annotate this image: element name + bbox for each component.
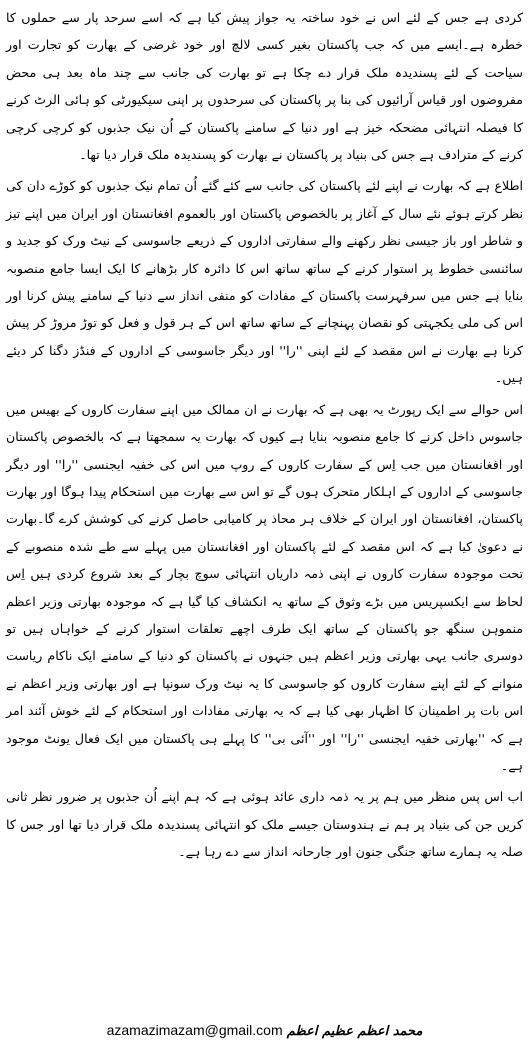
article-body (6, 4, 523, 870)
author-name: محمد اعظم عظیم اعظم (286, 1024, 423, 1039)
article-paragraph: اطلاع ہے کہ بھارت نے اپنے لئے پاکستان کی جانب سے کئے گئے اُن تمام نیک جذبوں کو کوڑے دان کی نظر کرتے ہوئے نئے سال کے آغاز پر بالخصوص پاکستان اور بالعموم افغانستان اور ایران میں اپنے تیز و شاطر اور باز جیسی نظر رکھنے والے سفارتی اداروں کے ذریعے جاسوسی کے نیٹ ورک کو جدید و سائنسی خطوط پر استوار کرنے کے ساتھ ساتھ اس کا دائرہ کار بڑھانے کا ایک ایسا جامع منصوبہ بنایا ہے جس میں سرفہرست پاکستان کے مفادات کو منفی انداز سے دنیا کے سامنے پیش کرنا اور اس کی ملی یکجہتی کو نقصان پہنچانے کے ساتھ ساتھ اس کے ہر قول و فعل کو توڑ مروڑ کر پیش کرنا ہے بھارت نے اس مقصد کے لئے اپنی ''را'' اور دیگر جاسوسی کے اداروں کے فنڈز دگنا کر دیئے ہیں۔ (6, 178, 523, 386)
author-email: azamazimazam@gmail.com (106, 1022, 283, 1038)
article-paragraph: اس حوالے سے ایک رپورٹ یہ بھی ہے کہ بھارت نے ان ممالک میں اپنے سفارت کاروں کے بھیس میں جاسوس داخل کرنے کا جامع منصوبہ بنایا ہے کیوں کہ بھارت یہ سمجھتا ہے کہ بالخصوص پاکستان اور افغانستان میں جب اِس کے سفارت کاروں کے روپ میں اس کی خفیہ ایجنسی ''را'' اور دیگر جاسوسی کے اداروں کے اہلکار متحرک ہوں گے تو اس سے بھارت میں استحکام پیدا ہوگا اور بھارت پاکستان، افغانستان اور ایران کے خلاف ہر محاذ پر کامیابی حاصل کرنے کی کوشش کرے گا۔بھارت نے دعویٰ کیا ہے کہ اس مقصد کے لئے پاکستان اور افغانستان میں پہلے سے طے شدہ منصوبے کے تحت موجودہ سفارت کاروں نے اپنی ذمہ داریاں انتہائی سوچ بچار کے بعد شروع کردی ہیں اِس لحاظ سے ایکسپریس میں بڑے وثوق کے ساتھ یہ انکشاف کیا گیا ہے کہ موجودہ بھارتی وزیر اعظم منموہن سنگھ جو پاکستان کے ساتھ ایک طرف اچھے تعلقات استوار کرنے کے خواہاں ہیں تو دوسری جانب یہی بھارتی وزیر اعظم ہیں جنہوں نے پاکستان کو دنیا کے سامنے ایک ناکام ریاست منوانے کے لئے اپنے سفارت کاروں کو جاسوسی کا یہ نیٹ ورک سونپا ہے اور بھارتی وزیر اعظم نے اس بات پر اطمینان کا اظہار بھی کیا ہے کہ یہ بھارتی مفادات اور استحکام کے لئے خوش آئند امر ہے کہ ''بھارتی خفیہ ایجنسی ''را'' اور ''آئی بی'' کا پہلے ہی پاکستان میں ایک فعال یونٹ موجود ہے۔ (6, 401, 523, 773)
article-paragraph: اب اس پس منظر میں ہم پر یہ ذمہ داری عائد ہوئی ہے کہ ہم اپنے اُن جذبوں پر ضرور نظر ثانی کریں جن کی بنیاد پر ہم نے ہندوستان جیسے ملک کو انتہائی پسندیدہ ملک قرار دیا تھا اور جس کا صلہ یہ ہمارے ساتھ جنگی جنون اور جارحانہ انداز سے دے رہا ہے۔ (6, 789, 523, 860)
author-signature (0, 1020, 529, 1042)
article-paragraph: کردی ہے جس کے لئے اس نے خود ساختہ یہ جواز پیش کیا ہے کہ اسے سرحد پار سے حملوں کا خطرہ ہے۔ایسے میں کہ جب پاکستان بغیر کسی لالچ اور خود غرضی کے بھارت کو تجارت اور سیاحت کے لئے پسندیدہ ملک قرار دے چکا ہے تو بھارت کی جانب سے چند ماہ بعد ہی محض مفروضوں اور قیاس آرائیوں کی بنا پر پاکستان کی سرحدوں پر اپنی سیکیورٹی کو ہائی الرٹ کرنے کا فیصلہ انتہائی مضحکہ خیز ہے اور دنیا کے سامنے پاکستان کے اُن نیک جذبوں کو کرچی کرچی کرنے کے مترادف ہے جس کی بنیاد پر پاکستان نے بھارت کو پسندیدہ ملک قرار دیا تھا۔ (6, 10, 523, 163)
